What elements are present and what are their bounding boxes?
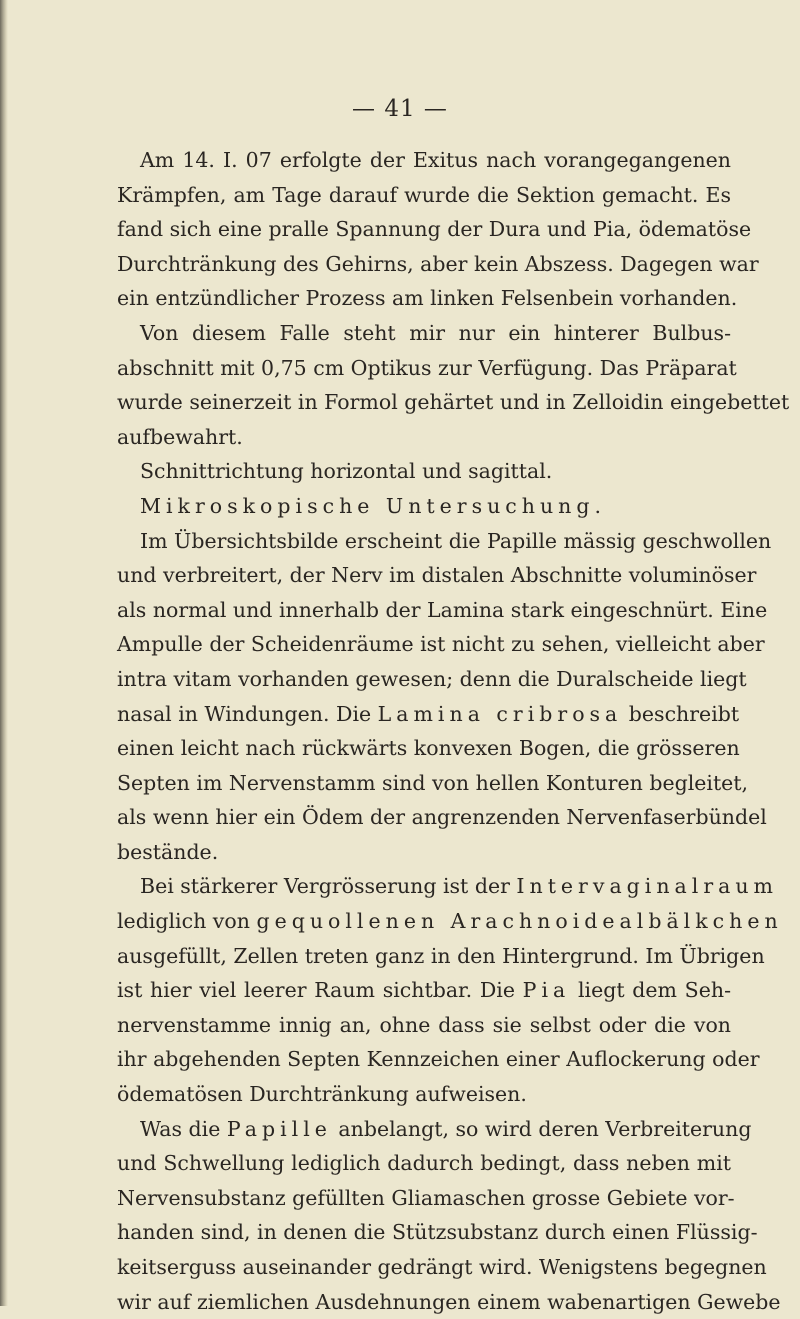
text-line: wir auf ziemlichen Ausdehnungen einem wabenartigen Gewebe [117, 1289, 781, 1314]
text-line: als normal und innerhalb der Lamina stark eingeschnürt. Eine [117, 597, 768, 622]
text-line: wurde seinerzeit in Formol gehärtet und in Zelloidin eingebettet [117, 390, 790, 415]
text-line: ihr abgehenden Septen Kennzeichen einer Auflockerung oder [117, 1047, 760, 1072]
text-line: bestände. [117, 839, 219, 864]
text-line: Nervensubstanz gefüllten Gliamaschen grosse Gebiete vor- [117, 1185, 735, 1210]
text-line: Im Übersichtsbilde erscheint die Papille mässig geschwollen [140, 528, 772, 553]
text-line: Am 14. I. 07 erfolgte der Exitus nach vorangegangenen [140, 148, 731, 172]
text-line: Von diesem Falle steht mir nur ein hinterer Bulbus- [140, 320, 731, 345]
spaced-term: Papille [226, 1116, 332, 1141]
text-line: ein entzündlicher Prozess am linken Felsenbein vorhanden. [117, 286, 738, 311]
page-binding-edge [0, 0, 8, 1306]
body-text [117, 143, 790, 1319]
text-line: aufbewahrt. [117, 424, 243, 449]
text-line: und Schwellung lediglich dadurch bedingt, dass neben mit [117, 1151, 731, 1176]
text-line: und verbreitert, der Nerv im distalen Abschnitte voluminöser [117, 563, 757, 588]
spaced-term: Lamina cribrosa [377, 701, 623, 726]
text-line: als wenn hier ein Ödem der angrenzenden Nervenfaserbündel [117, 805, 767, 830]
text-line: ausgefüllt, Zellen treten ganz in den Hintergrund. Im Übrigen [117, 943, 765, 968]
text-line: Schnittrichtung horizontal und sagittal. [140, 459, 553, 484]
text-line: Ampulle der Scheidenräume ist nicht zu sehen, vielleicht aber [117, 632, 765, 657]
text-line: Bei stärkerer Vergrösserung ist der Intervaginalraum [140, 874, 778, 899]
text-line: lediglich von gequollenen Arachnoidealbälkchen [117, 909, 783, 934]
text-line: handen sind, in denen die Stützsubstanz durch einen Flüssig- [117, 1220, 758, 1245]
spaced-term: gequollenen Arachnoidealbälkchen [256, 909, 783, 934]
text-line: fand sich eine pralle Spannung der Dura und Pia, ödematöse [117, 217, 752, 242]
section-heading: Mikroskopische Untersuchung. [140, 493, 607, 518]
text-line: Was die Papille anbelangt, so wird deren Verbreiterung [140, 1116, 752, 1141]
spaced-term: Pia [522, 978, 571, 1003]
text-line: Durchtränkung des Gehirns, aber kein Abszess. Dagegen war [117, 251, 759, 276]
text-line: intra vitam vorhanden gewesen; denn die Duralscheide liegt [117, 666, 747, 691]
spaced-term: Intervaginalraum [516, 874, 778, 899]
text-line: nervenstamme innig an, ohne dass sie selbst oder die von [117, 1012, 731, 1037]
page-number: — 41 — [352, 96, 448, 122]
text-line: ist hier viel leerer Raum sichtbar. Die Pia liegt dem Seh- [117, 978, 731, 1003]
text-line: nasal in Windungen. Die Lamina cribrosa beschreibt [117, 701, 740, 726]
text-line: einen leicht nach rückwärts konvexen Bogen, die grösseren [117, 736, 740, 761]
text-line: Septen im Nervenstamm sind von hellen Konturen begleitet, [117, 770, 749, 795]
text-line: keitserguss auseinander gedrängt wird. Wenigstens begegnen [117, 1255, 767, 1279]
text-line: Krämpfen, am Tage darauf wurde die Sektion gemacht. Es [117, 182, 731, 207]
text-line: ödematösen Durchtränkung aufweisen. [117, 1082, 527, 1107]
text-line: abschnitt mit 0,75 cm Optikus zur Verfügung. Das Präparat [117, 355, 737, 380]
